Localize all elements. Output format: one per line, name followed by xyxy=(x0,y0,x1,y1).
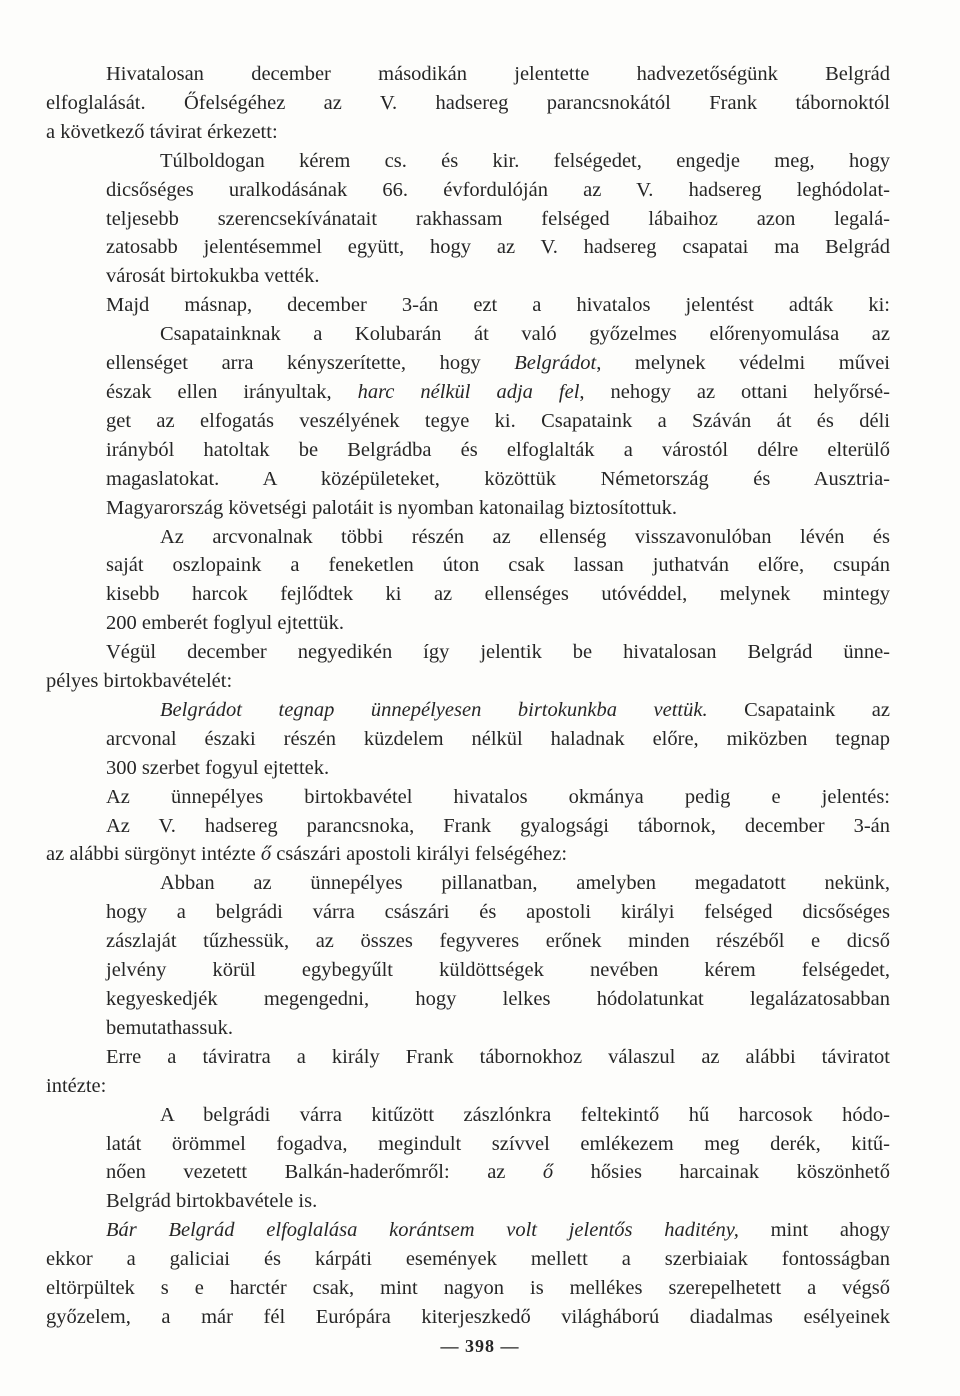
text-line: 200 emberét foglyul ejtettük. xyxy=(106,612,344,635)
text-line: zászlaját tűzhessük, az összes fegyveres erőnek minden részéből e dicső xyxy=(106,930,890,953)
text-line: irányból hatoltak be Belgrádba és elfoglalták a várostól délre elterülő xyxy=(106,438,890,461)
text-line: ellenséget arra kényszerítette, hogy Belgrádot, melynek védelmi művei xyxy=(106,352,890,375)
text-line: dicsőséges uralkodásának 66. évfordulóján az V. hadsereg leghódolat- xyxy=(106,178,890,201)
text-line: Túlboldogan kérem cs. és kir. felségedet, engedje meg, hogy xyxy=(160,149,890,172)
text-line: Magyarország követségi palotáit is nyomban katonailag biztosítottuk. xyxy=(106,496,678,519)
text-line: 300 szerbet fogyul ejtettek. xyxy=(106,756,330,779)
text-line: Abban az ünnepélyes pillanatban, amelyben megadatott nekünk, xyxy=(160,872,890,895)
text-line: Végül december negyedikén így jelentik be hivatalosan Belgrád ünne- xyxy=(106,641,890,664)
text-line: Belgrád birtokbavétele is. xyxy=(106,1190,318,1213)
text-line: zatosabb jelentésemmel együtt, hogy az V. hadsereg csapatai ma Belgrád xyxy=(106,236,890,259)
text-line: kisebb harcok fejlődtek ki az ellenséges utóvéddel, melynek mintegy xyxy=(106,583,890,606)
text-line: Hivatalosan december másodikán jelentette hadvezetőségünk Belgrád xyxy=(106,63,890,85)
text-line: kegyeskedjék megengedni, hogy lelkes hódolatunkat legalázatosabban xyxy=(106,988,890,1010)
text-line: latát örömmel fogadva, megindult szívvel emlékezem meg derék, kitű- xyxy=(106,1132,890,1155)
text-line: teljesebb szerencsekívánatait rakhassam felséged lábaihoz azon legalá- xyxy=(106,207,890,230)
text-line: észak ellen irányultak, harc nélkül adja fel, nehogy az ottani helyőrsé- xyxy=(106,380,890,403)
text-line: nően vezetett Balkán-haderőmről: az ő hősies harcainak köszönhető xyxy=(106,1161,890,1184)
page-number: — 398 — xyxy=(440,1336,520,1356)
text-line: eltörpültek s e harctér csak, mint nagyon is mellékes szerepelhetett a végső xyxy=(46,1277,890,1300)
text-line: Erre a táviratra a király Frank tábornokhoz válaszul az alábbi táviratot xyxy=(106,1045,890,1068)
text-line: Az ünnepélyes birtokbavétel hivatalos okmánya pedig e jelentés: xyxy=(106,785,890,808)
text-line: saját oszlopaink a feneketlen úton csak lassan juthatván előre, csupán xyxy=(106,554,890,577)
text-line: A belgrádi várra kitűzött zászlónkra feltekintő hű harcosok hódo- xyxy=(160,1103,890,1126)
text-line: elfoglalását. Őfelségéhez az V. hadsereg parancsnokától Frank tábornoktól xyxy=(46,91,890,114)
text-line: Az V. hadsereg parancsnoka, Frank gyalogsági tábornok, december 3-án xyxy=(106,814,890,837)
text-line: Majd másnap, december 3-án ezt a hivatalos jelentést adták ki: xyxy=(106,294,890,317)
text-line: az alábbi sürgönyt intézte ő császári apostoli királyi felségéhez: xyxy=(46,843,568,866)
text-line: városát birtokukba vették. xyxy=(106,265,320,288)
text-line: intézte: xyxy=(46,1074,107,1097)
text-line: magaslatokat. A középületeket, közöttük Németország és Ausztria- xyxy=(106,467,890,490)
text-line: Bár Belgrád elfoglalása korántsem volt jelentős haditény, mint ahogy xyxy=(106,1219,890,1242)
text-line: jelvény körül egybegyűlt küldöttségek nevében kérem felségedet, xyxy=(106,959,890,982)
text-line: arcvonal északi részén küzdelem nélkül haladnak előre, miközben tegnap xyxy=(106,727,890,750)
text-line: ekkor a galiciai és kárpáti események mellett a szerbiaiak fontosságban xyxy=(46,1248,890,1271)
body-text xyxy=(46,60,890,1332)
text-line: győzelem, a már fél Európára kiterjeszkedő világháború diadalmas esélyeinek xyxy=(46,1305,890,1328)
text-line: hogy a belgrádi várra császári és apostoli királyi felséged dicsőséges xyxy=(106,901,890,924)
text-line: a következő távirat érkezett: xyxy=(46,120,278,143)
text-line: Csapatainknak a Kolubarán át való győzelmes előrenyomulása az xyxy=(160,323,890,346)
text-line: get az elfogatás veszélyének tegye ki. Csapataink a Száván át és déli xyxy=(106,409,890,432)
text-line: bemutathassuk. xyxy=(106,1016,233,1039)
text-line: pélyes birtokbavételét: xyxy=(46,670,233,693)
text-line: Az arcvonalnak többi részén az ellenség visszavonulóban lévén és xyxy=(160,525,890,548)
text-line: Belgrádot tegnap ünnepélyesen birtokunkba vettük. Csapataink az xyxy=(160,698,890,721)
